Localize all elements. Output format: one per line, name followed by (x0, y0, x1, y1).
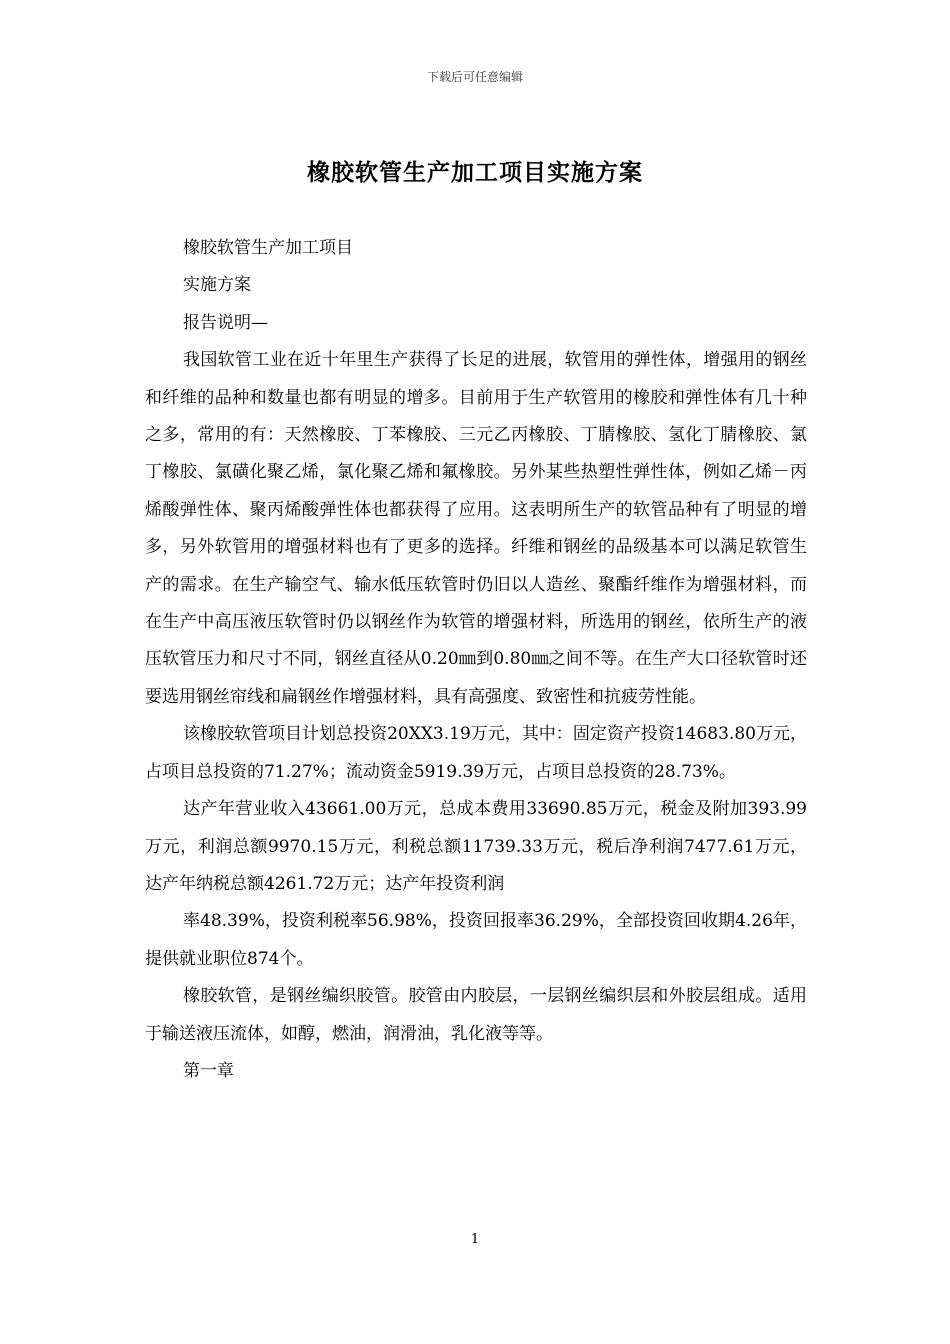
paragraph-revenue: 达产年营业收入43661.00万元，总成本费用33690.85万元，税金及附加393.99万元，利润总额9970.15万元，利税总额11739.33万元，税后净利润7477.61万元，达产年纳税总额4261.72万元；达产年投资利润 (145, 799, 807, 894)
page-header: 下载后可任意编辑 (426, 70, 523, 84)
paragraph-product-description: 橡胶软管，是钢丝编织胶管。胶管由内胶层，一层钢丝编织层和外胶层组成。适用于输送液压流体，如醇，燃油，润滑油，乳化液等等。 (145, 986, 807, 1044)
page-number: 1 (470, 1232, 480, 1247)
project-name-line: 橡胶软管生产加工项目 (183, 238, 353, 258)
document-body (145, 230, 807, 1090)
plan-line: 实施方案 (183, 275, 251, 296)
paragraph-investment: 该橡胶软管项目计划总投资20XX3.19万元，其中：固定资产投资14683.80万元，占项目总投资的71.27%；流动资金5919.39万元，占项目总投资的28.73%。 (145, 724, 807, 782)
paragraph-industry-overview: 我国软管工业在近十年里生产获得了长足的进展，软管用的弹性体，增强用的钢丝和纤维的品种和数量也都有明显的增多。目前用于生产软管用的橡胶和弹性体有几十种之多，常用的有：天然橡胶、丁苯橡胶、三元乙丙橡胶、丁腈橡胶、氢化丁腈橡胶、氯丁橡胶、氯磺化聚乙烯，氯化聚乙烯和氟橡胶。另外某些热塑性弹性体，例如乙烯－丙烯酸弹性体、聚丙烯酸弹性体也都获得了应用。这表明所生产的软管品种有了明显的增多，另外软管用的增强材料也有了更多的选择。纤维和钢丝的品级基本可以满足软管生产的需求。在生产输空气、输水低压软管时仍旧以人造丝、聚酯纤维作为增强材料，而在生产中高压液压软管时仍以钢丝作为软管的增强材料，所选用的钢丝，依所生产的液压软管压力和尺寸不同，钢丝直径从0.20㎜到0.80㎜之间不等。在生产大口径软管时还要选用钢丝帘线和扁钢丝作增强材料，具有高强度、致密性和抗疲劳性能。 (145, 350, 807, 707)
chapter-heading: 第一章 (183, 1060, 234, 1081)
document-title: 橡胶软管生产加工项目实施方案 (307, 159, 643, 186)
report-heading: 报告说明— (183, 312, 268, 333)
paragraph-returns: 率48.39%，投资利税率56.98%，投资回报率36.29%，全部投资回收期4.26年，提供就业职位874个。 (145, 911, 807, 969)
